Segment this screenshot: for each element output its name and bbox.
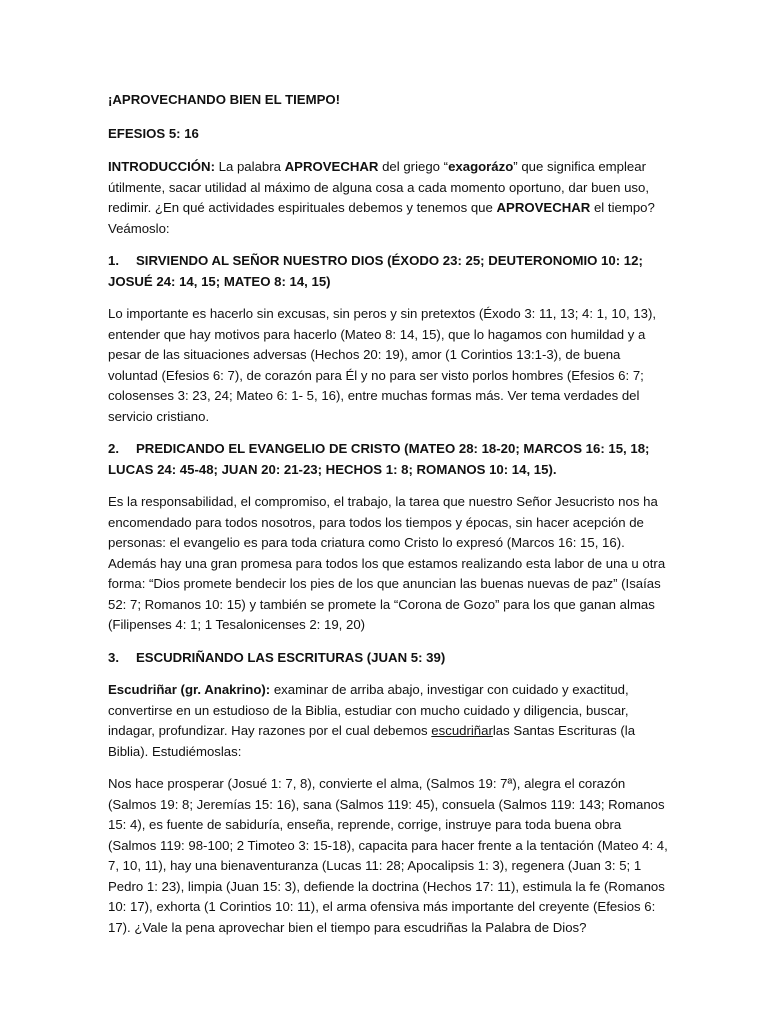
definition-text: examinar de arriba abajo, investigar con cuidado y exactitud, convertirse en un estudioso de la Biblia, estudiar con mucho cuidado y diligencia, buscar, indagar, profundizar. Hay razones por el cual debemos: [108, 682, 629, 738]
intro-text: el tiempo? Veámoslo:: [108, 200, 655, 236]
intro-text: ” que significa emplear útilmente, sacar utilidad al máximo de alguna cosa a cada momento oportuno, dar buen uso, redimir. ¿En qué actividades espirituales debemos y tenemos que: [108, 159, 650, 215]
section-1-body: Lo importante es hacerlo sin excusas, sin peros y sin pretextos (Éxodo 3: 11, 13; 4: 1, 10, 13), entender que hay motivos para hacerlo (Mateo 8: 14, 15), que lo hagamos con humildad y a pesar de las situaciones adversas (Hechos 20: 19), amor (1 Corintios 13:1-3), de buena voluntad (Efesios 6: 7), de corazón para Él y no para ser visto porlos hombres (Efesios 6: 7; colosenses 3: 23, 24; Mateo 6: 1- 5, 16), entre muchas formas más. Ver tema verdades del servicio cristiano.: [108, 306, 657, 424]
intro-text: La palabra: [214, 159, 285, 174]
section-number: 1.: [108, 253, 119, 268]
section-2-body: Es la responsabilidad, el compromiso, el trabajo, la tarea que nuestro Señor Jesucristo nos ha encomendado para todos nosotros, para todos los tiempos y épocas, sin hacer acepción de personas: el evangelio es para toda criatura como Cristo lo expresó (Marcos 16: 15, 16). Además hay una gran promesa para todos los que estamos realizando esta labor de una u otra forma: “Dios promete bendecir los pies de los que anuncian las buenas nuevas de paz” (Isaías 52: 7; Romanos 10: 15) y también se promete la “Corona de Gozo” para los que ganan almas (Filipenses 4: 1; 1 Tesalonicenses 2: 19, 20): [108, 494, 666, 632]
intro-keyword: APROVECHAR: [284, 159, 379, 174]
definition-label: Escudriñar (gr. Anakrino):: [108, 682, 271, 697]
section-number: 2.: [108, 441, 119, 456]
intro-greek-word: exagorázo: [448, 159, 514, 174]
section-3-heading: [108, 648, 668, 669]
intro-label: INTRODUCCIÓN:: [108, 159, 215, 174]
section-number: 3.: [108, 649, 119, 665]
underlined-word: escudriñar: [431, 723, 493, 738]
document-title: ¡APROVECHANDO BIEN EL TIEMPO!: [108, 92, 341, 107]
section-3-body: Nos hace prosperar (Josué 1: 7, 8), convierte el alma, (Salmos 19: 7ª), alegra el corazón (Salmos 19: 8; Jeremías 15: 16), sana (Salmos 119: 45), consuela (Salmos 119: 143; Romanos 15: 4), es fuente de sabiduría, enseña, reprende, corrige, instruye para toda buena obra (Salmos 119: 98-100; 2 Timoteo 3: 15-18), capacita para hacer frente a la tentación (Mateo 4: 4, 7, 10, 11), hay una bienaventuranza (Lucas 11: 28; Apocalipsis 1: 3), regenera (Juan 3: 5; 1 Pedro 1: 23), limpia (Juan 15: 3), defiende la doctrina (Hechos 17: 11), estimula la fe (Romanos 10: 17), exhorta (1 Corintios 10: 11), el arma ofensiva más importante del creyente (Efesios 6: 17). ¿Vale la pena aprovechar bien el tiempo para escudriñas la Palabra de Dios?: [108, 776, 668, 935]
section-heading-text: ESCUDRIÑANDO LAS ESCRITURAS (JUAN 5: 39): [136, 649, 446, 665]
intro-text: del griego “: [378, 159, 449, 174]
section-heading-text: SIRVIENDO AL SEÑOR NUESTRO DIOS (ÉXODO 23: 25; DEUTERONOMIO 10: 12; JOSUÉ 24: 14, 15; MATEO 8: 14, 15): [108, 253, 643, 289]
definition-text: las Santas Escrituras (la Biblia). Estudiémoslas:: [108, 723, 636, 759]
section-2-heading: [108, 439, 668, 480]
introduction-paragraph: [108, 157, 668, 239]
intro-keyword: APROVECHAR: [496, 200, 591, 215]
section-3-definition: [108, 680, 668, 762]
scripture-reference: EFESIOS 5: 16: [108, 125, 199, 141]
section-heading-text: PREDICANDO EL EVANGELIO DE CRISTO (MATEO 28: 18-20; MARCOS 16: 15, 18; LUCAS 24: 45-48; JUAN 20: 21-23; HECHOS 1: 8; ROMANOS 10: 14, 15).: [108, 441, 650, 477]
section-1-heading: [108, 251, 668, 292]
